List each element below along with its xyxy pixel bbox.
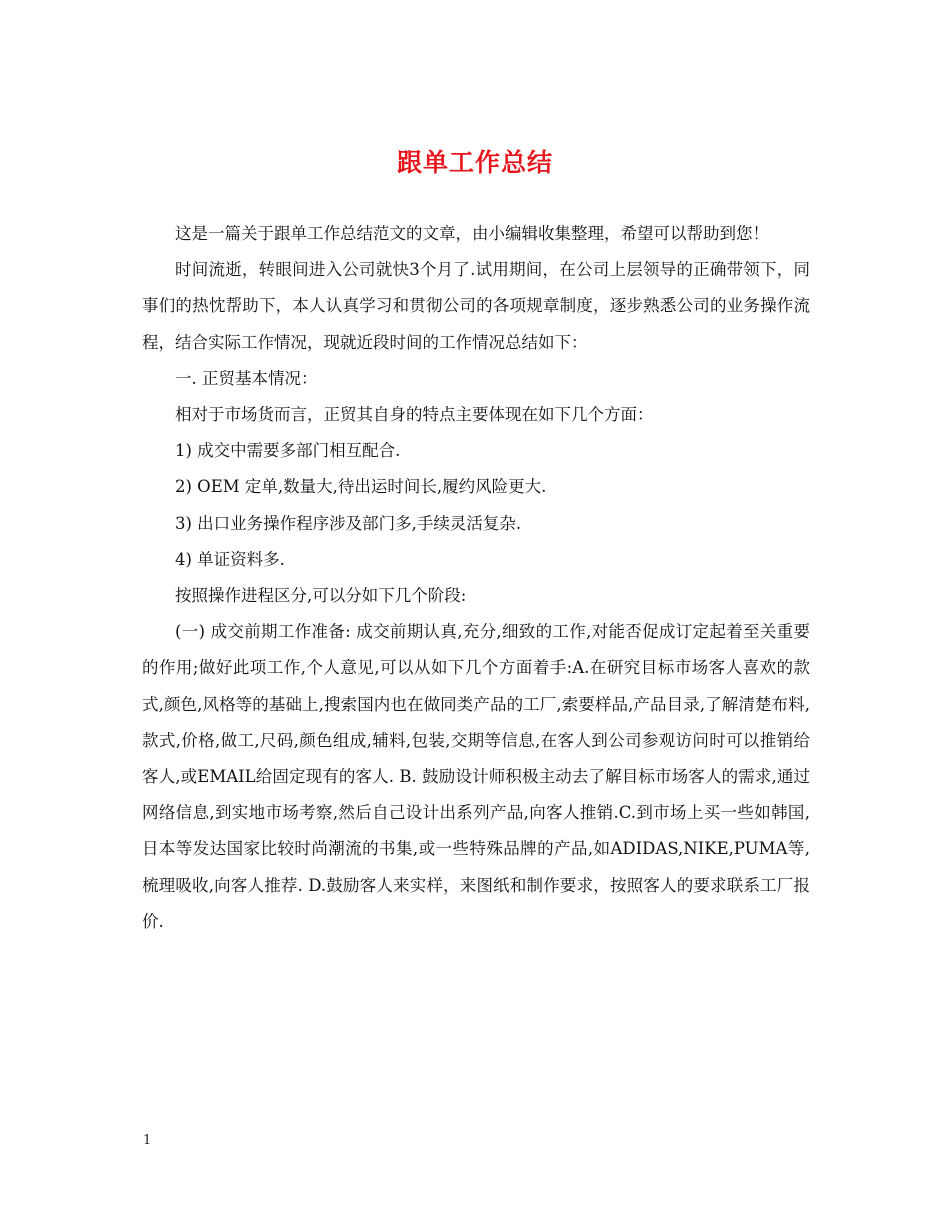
document-title: 跟单工作总结 <box>396 148 553 177</box>
list-item-1: 1) 成交中需要多部门相互配合. <box>175 441 401 461</box>
page-number: 1 <box>143 1133 152 1148</box>
paragraph-features-intro: 相对于市场货而言，正贸其自身的特点主要体现在如下几个方面： <box>175 405 654 425</box>
paragraph-pre-deal-preparation: (一) 成交前期工作准备: 成交前期认真,充分,细致的工作,对能否促成订定起着至关重要的作用;做好此项工作,个人意见,可以从如下几个方面着手:A.在研究目标市场客人喜欢的款式,颜色,风格等的基础上,搜索国内也在做同类产品的工厂,索要样品,产品目录,了解清楚布料,款式,价格,做工,尺码,颜色组成,辅料,包装,交期等信息,在客人到公司参观访问时可以推销给客人,或EMAIL给固定现有的客人. B. 鼓励设计师积极主动去了解目标市场客人的需求,通过网络信息,到实地市场考察,然后自己设计出系列产品,向客人推销.C.到市场上买一些如韩国,日本等发达国家比较时尚潮流的书集,或一些特殊品牌的产品,如ADIDAS,NIKE,PUMA等,梳理吸收,向客人推荐. D.鼓励客人来实样，来图纸和制作要求，按照客人的要求联系工厂报价. <box>142 622 810 931</box>
paragraph-time-passing: 时间流逝，转眼间进入公司就快3个月了.试用期间，在公司上层领导的正确带领下，同事们的热忱帮助下，本人认真学习和贯彻公司的各项规章制度，逐步熟悉公司的业务操作流程，结合实际工作情况，现就近段时间的工作情况总结如下： <box>142 260 810 352</box>
list-item-2: 2) OEM 定单,数量大,待出运时间长,履约风险更大. <box>175 477 547 497</box>
paragraph-stages-intro: 按照操作进程区分,可以分如下几个阶段: <box>175 586 467 606</box>
list-item-3: 3) 出口业务操作程序涉及部门多,手续灵活复杂. <box>175 513 522 533</box>
list-item-4: 4) 单证资料多. <box>175 549 285 569</box>
paragraph-intro: 这是一篇关于跟单工作总结范文的文章，由小编辑收集整理，希望可以帮助到您！ <box>175 224 769 243</box>
document-body <box>142 216 810 940</box>
section-heading-basic-situation: 一. 正贸基本情况： <box>175 368 318 388</box>
